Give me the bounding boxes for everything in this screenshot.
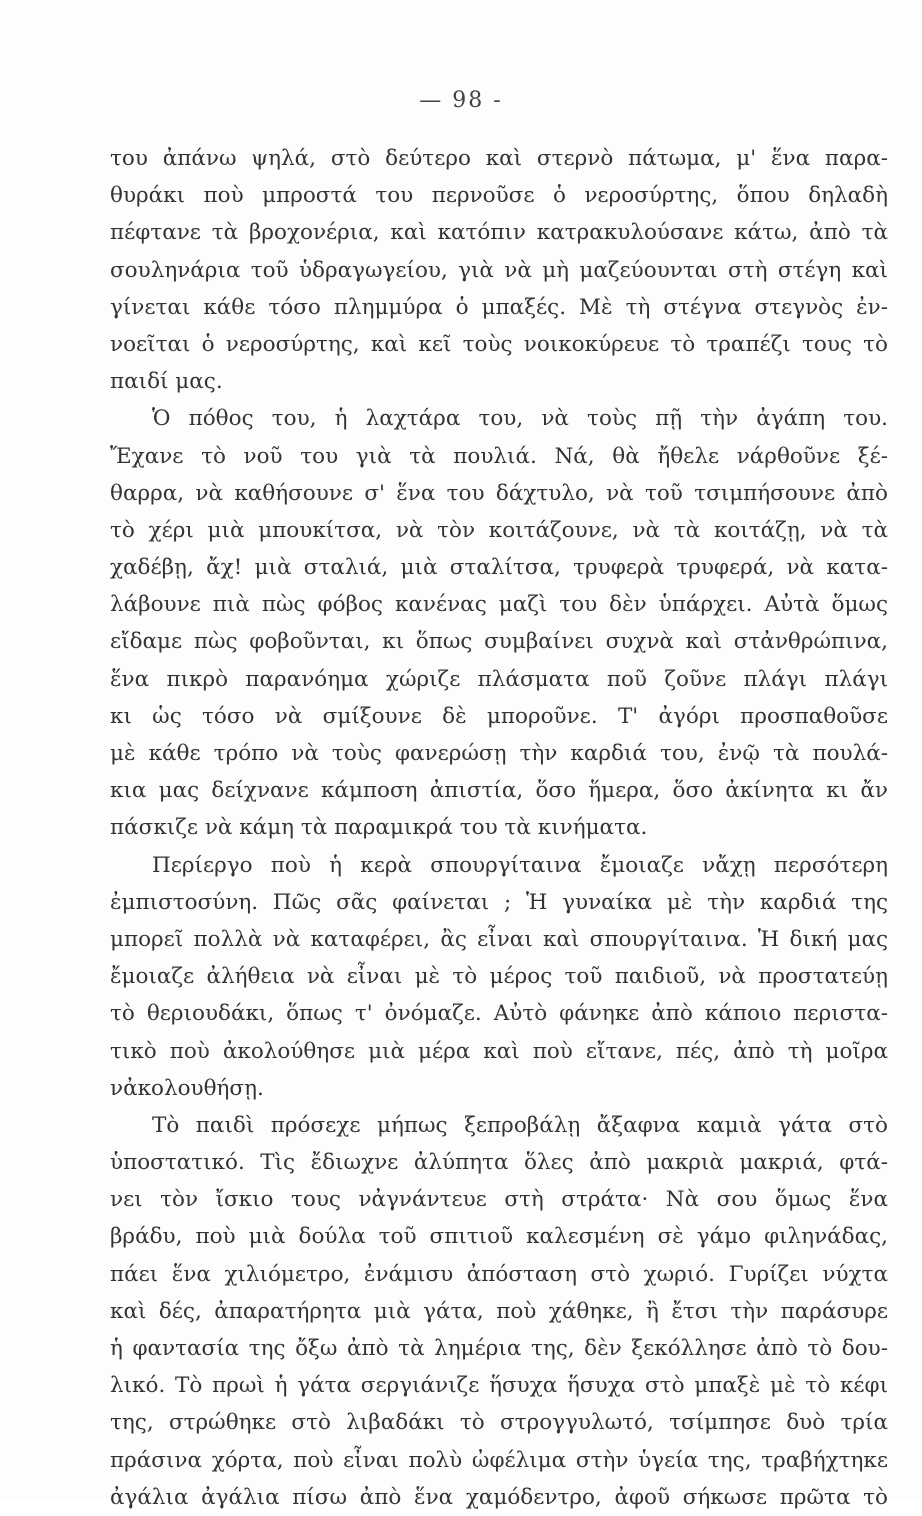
- text-line: μπορεῖ πολλὰ νὰ καταφέρει, ἂς εἶναι καὶ σπουργίταινα. Ἡ δική μας: [110, 926, 888, 952]
- text-line: νἀκολουθήσῃ.: [110, 1075, 264, 1101]
- text-line: ἕνα πικρὸ παρανόημα χώριζε πλάσματα ποῦ ζοῦνε πλάγι πλάγι: [110, 666, 888, 692]
- text-line: νοεῖται ὁ νεροσύρτης, καὶ κεῖ τοὺς νοικοκύρευε τὸ τραπέζι τους τὸ: [110, 331, 888, 357]
- text-line: χαδέβῃ, ἄχ! μιὰ σταλιά, μιὰ σταλίτσα, τρυφερὰ τρυφερά, νὰ κατα-: [110, 555, 888, 581]
- text-line: λικό. Τὸ πρωὶ ἡ γάτα σεργιάνιζε ἥσυχα ἥσυχα στὸ μπαξὲ μὲ τὸ κέφι: [110, 1373, 888, 1399]
- text-line: του ἀπάνω ψηλά, στὸ δεύτερο καὶ στερνὸ πάτωμα, μ' ἕνα παρα-: [110, 146, 888, 171]
- text-line: γίνεται κάθε τόσο πλημμύρα ὁ μπαξές. Μὲ τὴ στέγνα στεγνὸς ἐν-: [110, 294, 888, 320]
- text-line: Τὸ παιδὶ πρόσεχε μήπως ξεπροβάλῃ ἄξαφνα καμιὰ γάτα στὸ: [152, 1112, 888, 1138]
- text-line: θαρρα, νὰ καθήσουνε σ' ἕνα του δάχτυλο, νὰ τοῦ τσιμπήσουνε ἀπὸ: [110, 480, 888, 506]
- text-line: βράδυ, ποὺ μιὰ δούλα τοῦ σπιτιοῦ καλεσμένη σὲ γάμο φιληνάδας,: [110, 1224, 888, 1250]
- page-number: — 98 -: [419, 88, 503, 113]
- text-line: εἴδαμε πὼς φοβοῦνται, κι ὅπως συμβαίνει συχνὰ καὶ στἀνθρώπινα,: [110, 629, 888, 655]
- text-line: Ὁ πόθος του, ἡ λαχτάρα του, νὰ τοὺς πῇ τὴν ἀγάπη του.: [152, 406, 888, 432]
- text-line: τὸ χέρι μιὰ μπουκίτσα, νὰ τὸν κοιτάζουνε, νὰ τὰ κοιτάζῃ, νὰ τὰ: [110, 517, 888, 543]
- text-line: τικὸ ποὺ ἀκολούθησε μιὰ μέρα καὶ ποὺ εἴτανε, πές, ἀπὸ τὴ μοῖρα: [110, 1038, 888, 1064]
- text-line: κια μας δείχνανε κάμποση ἀπιστία, ὅσο ἥμερα, ὅσο ἀκίνητα κι ἄν: [110, 778, 888, 804]
- text-line: καὶ δές, ἀπαρατήρητα μιὰ γάτα, ποὺ χάθηκε, ἢ ἔτσι τὴν παράσυρε: [110, 1298, 888, 1324]
- text-line: πάσκιζε νὰ κάμη τὰ παραμικρά του τὰ κινήματα.: [110, 815, 648, 841]
- body-text: [110, 140, 888, 1516]
- text-line: τὸ θεριουδάκι, ὅπως τ' ὀνόμαζε. Αὐτὸ φάνηκε ἀπὸ κάποιο περιστα-: [110, 1001, 888, 1027]
- text-line: θυράκι ποὺ μπροστά του περνοῦσε ὁ νεροσύρτης, ὅπου δηλαδὴ: [110, 183, 888, 209]
- text-line: λάβουνε πιὰ πὼς φόβος κανένας μαζὶ του δὲν ὑπάρχει. Αὐτὰ ὅμως: [110, 592, 888, 618]
- text-line: της, στρώθηκε στὸ λιβαδάκι τὸ στρογγυλωτό, τσίμπησε δυὸ τρία: [110, 1410, 888, 1436]
- text-line: ἐμπιστοσύνη. Πῶς σᾶς φαίνεται ; Ἡ γυναίκα μὲ τὴν καρδιά της: [110, 889, 888, 915]
- text-line: Ἔχανε τὸ νοῦ του γιὰ τὰ πουλιά. Νά, θὰ ἤθελε νάρθοῦνε ξέ-: [110, 443, 888, 469]
- text-line: κι ὡς τόσο νὰ σμίξουνε δὲ μποροῦνε. Τ' ἀγόρι προσπαθοῦσε: [110, 703, 888, 729]
- text-line: πάει ἕνα χιλιόμετρο, ἐνάμισυ ἀπόσταση στὸ χωριό. Γυρίζει νύχτα: [110, 1261, 888, 1287]
- text-line: παιδί μας.: [110, 369, 223, 395]
- text-line: ἔμοιαζε ἀλήθεια νὰ εἶναι μὲ τὸ μέρος τοῦ παιδιοῦ, νὰ προστατεύῃ: [110, 964, 888, 990]
- text-line: νει τὸν ἴσκιο τους νἀγνάντευε στὴ στράτα· Νὰ σου ὅμως ἕνα: [110, 1187, 888, 1213]
- text-line: μὲ κάθε τρόπο νὰ τοὺς φανερώσῃ τὴν καρδιά του, ἐνῷ τὰ πουλά-: [110, 741, 888, 766]
- text-line: ἡ φαντασία της ὄξω ἀπὸ τὰ λημέρια της, δὲν ξεκόλλησε ἀπὸ τὸ δου-: [110, 1336, 888, 1361]
- text-line: ἀγάλια ἀγάλια πίσω ἀπὸ ἕνα χαμόδεντρο, ἀφοῦ σήκωσε πρῶτα τὸ: [110, 1484, 888, 1510]
- text-line: Περίεργο ποὺ ἡ κερὰ σπουργίταινα ἔμοιαζε νἄχῃ περσότερη: [152, 852, 888, 878]
- text-line: ὑποστατικό. Τὶς ἔδιωχνε ἀλύπητα ὅλες ἀπὸ μακριὰ μακριά, φτά-: [110, 1150, 888, 1176]
- text-line: πράσινα χόρτα, ποὺ εἶναι πολὺ ὠφέλιμα στὴν ὑγεία της, τραβήχτηκε: [110, 1447, 888, 1473]
- text-line: πέφτανε τὰ βροχονέρια, καὶ κατόπιν κατρακυλούσανε κάτω, ἀπὸ τὰ: [110, 220, 888, 246]
- text-line: σουληνάρια τοῦ ὑδραγωγείου, γιὰ νὰ μὴ μαζεύουνται στὴ στέγη καὶ: [110, 257, 888, 283]
